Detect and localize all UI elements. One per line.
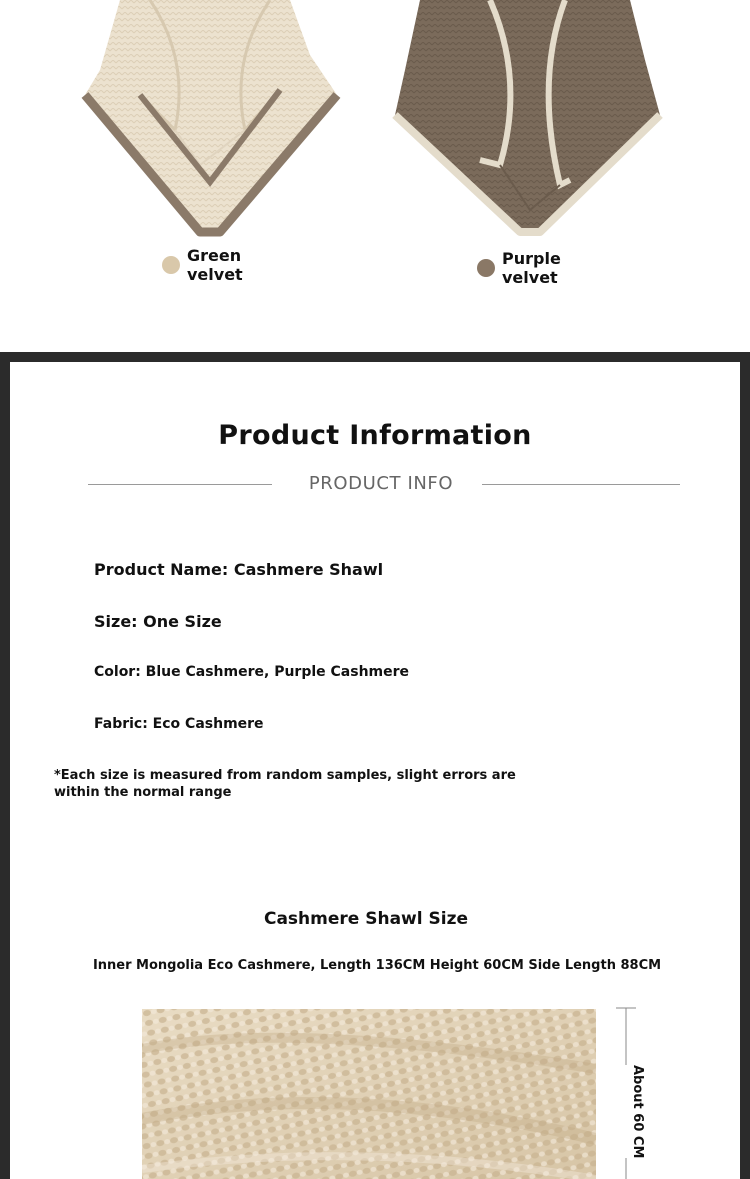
section-title: Product Information (218, 420, 532, 451)
section-subtitle: PRODUCT INFO (308, 473, 454, 494)
swatch-label: Purple velvet (502, 249, 561, 287)
product-color: Color: Blue Cashmere, Purple Cashmere (94, 664, 410, 680)
divider-right (482, 484, 680, 485)
divider-left (88, 484, 272, 485)
product-size: Size: One Size (94, 612, 222, 631)
size-section-title: Cashmere Shawl Size (263, 909, 468, 929)
swatch-color-dot (477, 259, 495, 277)
swatch-green-velvet[interactable] (162, 246, 257, 284)
product-info-frame (0, 352, 750, 1179)
product-fabric: Fabric: Eco Cashmere (94, 716, 264, 732)
swatch-color-dot (162, 256, 180, 274)
height-measure-label: About 60 CM (622, 1065, 644, 1158)
size-description: Inner Mongolia Eco Cashmere, Length 136CM Height 60CM Side Length 88CM (92, 958, 662, 973)
measurement-note: *Each size is measured from random samples, slight errors are within the normal range (54, 768, 516, 800)
cream-shawl-image (80, 0, 345, 240)
swatch-label: Green velvet (187, 246, 243, 284)
swatch-purple-velvet[interactable] (477, 249, 572, 287)
taupe-shawl-image (390, 0, 665, 240)
product-name: Product Name: Cashmere Shawl (94, 560, 384, 579)
product-info-panel (10, 362, 740, 1179)
knit-texture-image (142, 1009, 596, 1179)
product-variants-section (0, 0, 750, 352)
